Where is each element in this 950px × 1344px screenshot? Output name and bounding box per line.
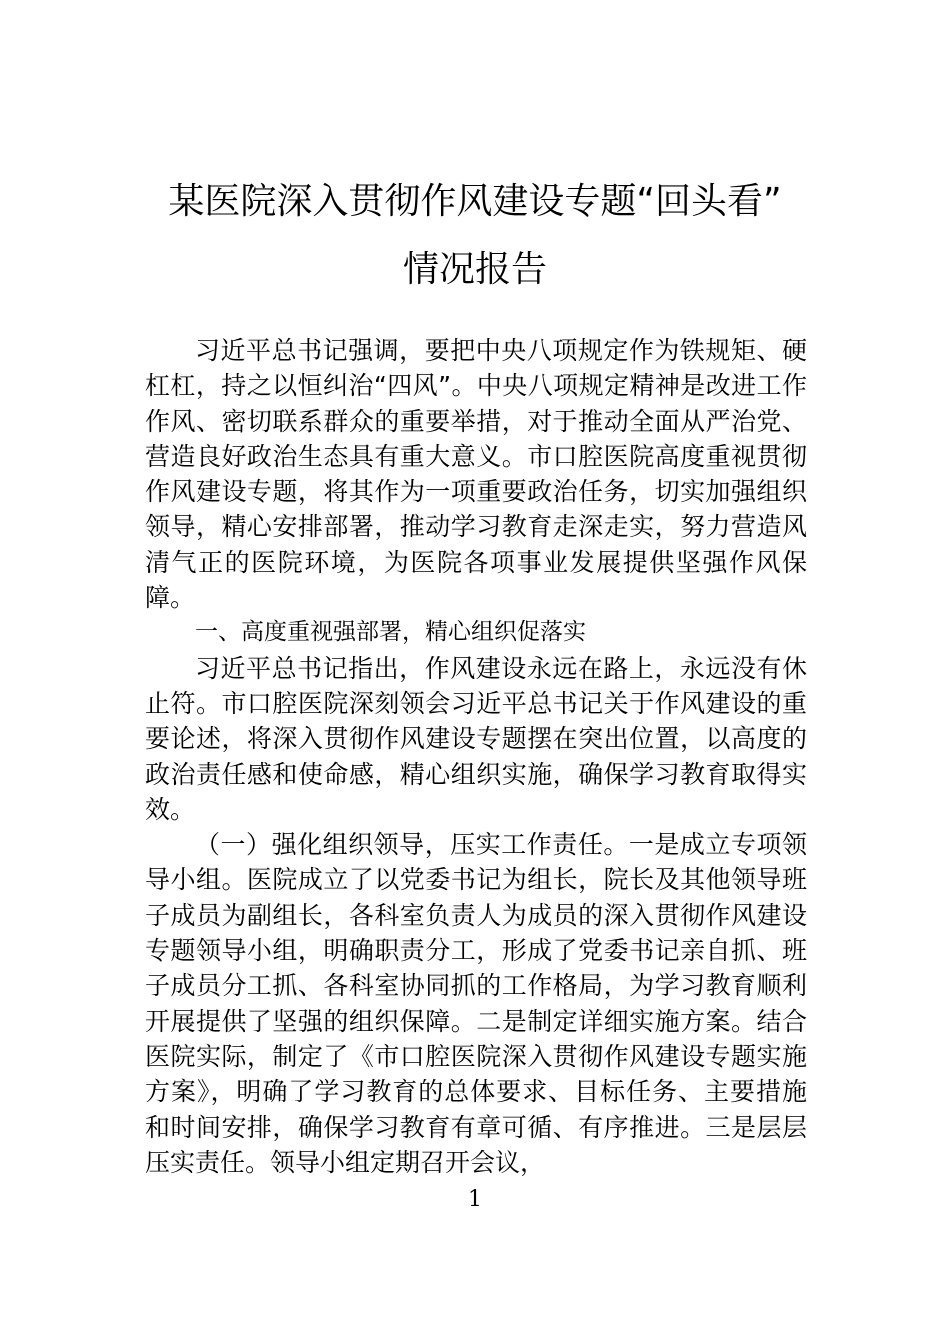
title-line-1: 某医院深入贯彻作风建设专题“回头看” xyxy=(168,181,782,222)
page-number: 1 xyxy=(468,1187,482,1212)
section-heading-1: 一、高度重视强部署，精心组织促落实 xyxy=(195,619,586,646)
document-body xyxy=(145,333,807,1180)
paragraph-section-1: 习近平总书记指出，作风建设永远在路上，永远没有休止符。市口腔医院深刻领会习近平总书记关于作风建设的重要论述，将深入贯彻作风建设专题摆在突出位置，以高度的政治责任感和使命感，精心组织实施，确保学习教育取得实效。 xyxy=(145,653,807,824)
paragraph-intro: 习近平总书记强调，要把中央八项规定作为铁规矩、硬杠杠，持之以恒纠治“四风”。中央八项规定精神是改进工作作风、密切联系群众的重要举措，对于推动全面从严治党、营造良好政治生态具有重大意义。市口腔医院高度重视贯彻作风建设专题，将其作为一项重要政治任务，切实加强组织领导，精心安排部署，推动学习教育走深走实，努力营造风清气正的医院环境，为医院各项事业发展提供坚强作风保障。 xyxy=(145,336,807,613)
title-line-2: 情况报告 xyxy=(402,249,547,290)
paragraph-subsection-1: （一）强化组织领导，压实工作责任。一是成立专项领导小组。医院成立了以党委书记为组长，院长及其他领导班子成员为副组长，各科室负责人为成员的深入贯彻作风建设专题领导小组，明确职责分工，形成了党委书记亲自抓、班子成员分工抓、各科室协同抓的工作格局，为学习教育顺利开展提供了坚强的组织保障。二是制定详细实施方案。结合医院实际，制定了《市口腔医院深入贯彻作风建设专题实施方案》，明确了学习教育的总体要求、目标任务、主要措施和时间安排，确保学习教育有章可循、有序推进。三是层层压实责任。领导小组定期召开会议， xyxy=(145,830,807,1177)
document-title xyxy=(0,168,950,304)
